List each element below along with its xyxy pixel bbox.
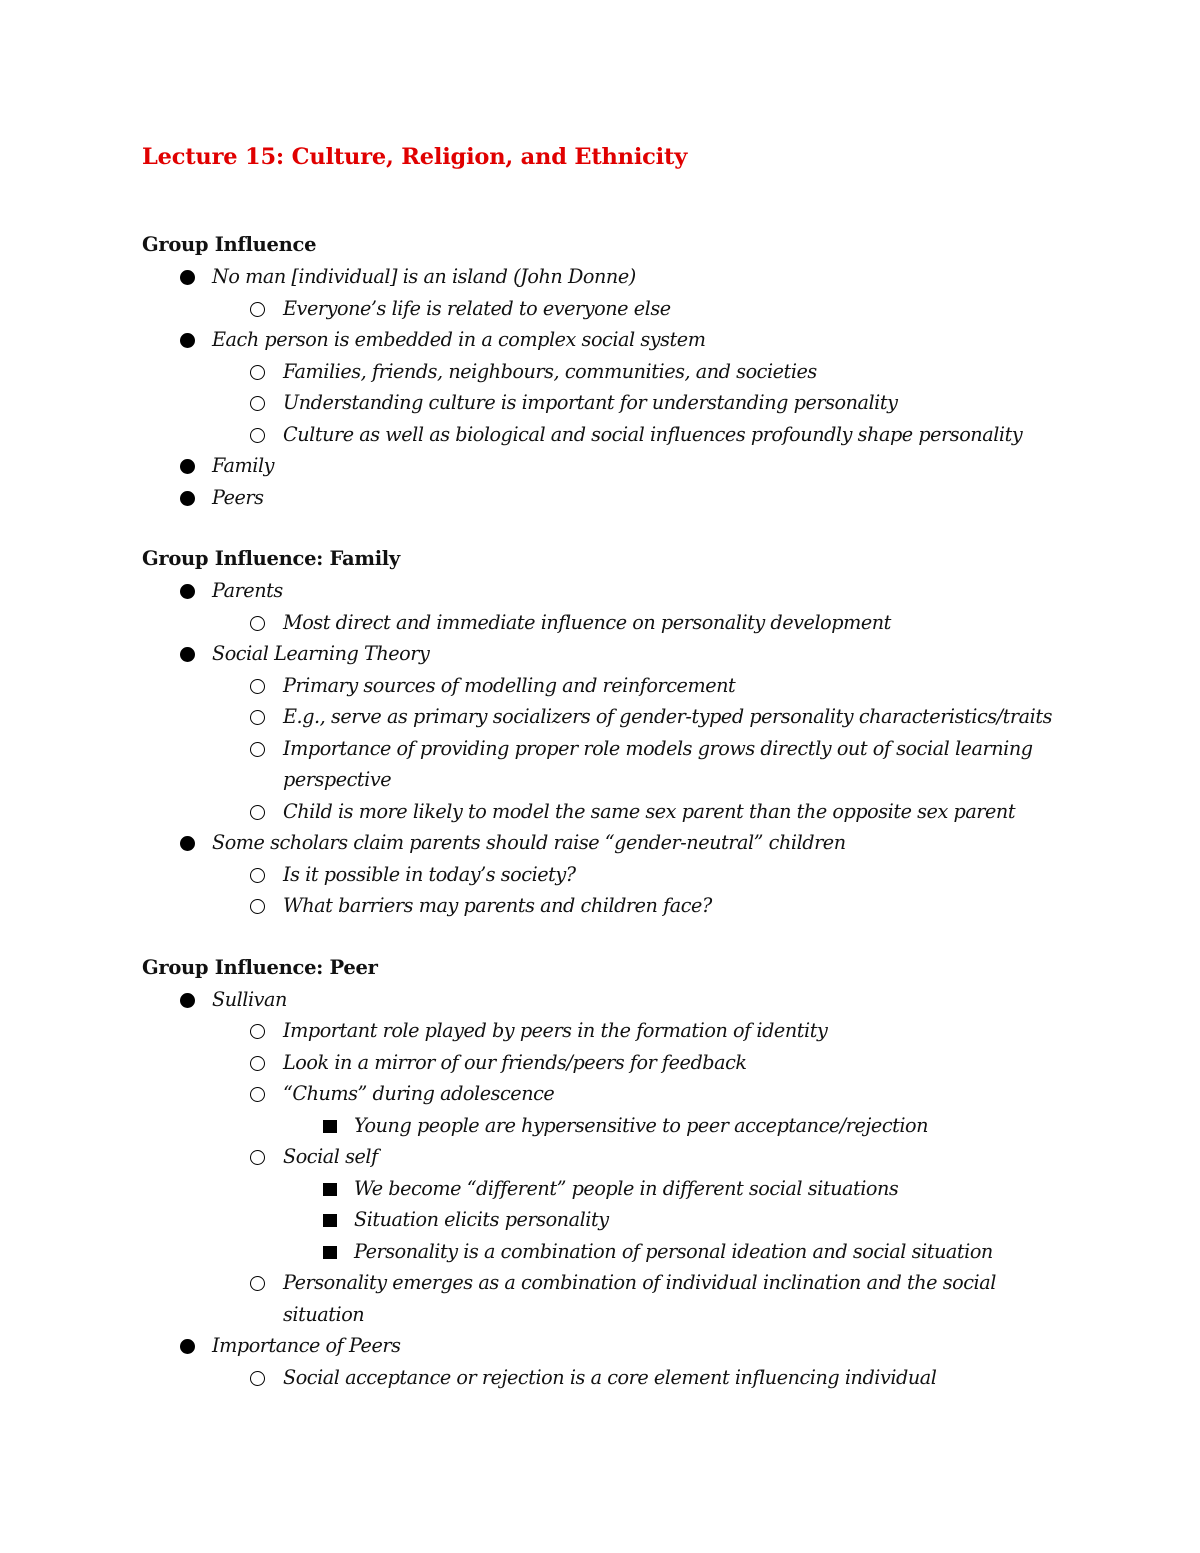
hollow-circle-bullet-icon	[250, 616, 265, 631]
section-heading: Group Influence: Family	[142, 547, 400, 570]
section-heading: Group Influence: Peer	[142, 955, 378, 979]
list-item-text: What barriers may parents and children face?	[283, 894, 712, 917]
list-item-text: “Chums” during adolescence	[283, 1082, 555, 1105]
list-item	[142, 984, 1072, 1016]
list-item	[142, 419, 1072, 451]
list-item	[142, 607, 1072, 639]
hollow-circle-bullet-icon	[250, 710, 265, 725]
list-item-text: Personality is a combination of personal ideation and social situation	[354, 1239, 993, 1263]
hollow-circle-bullet-icon	[250, 302, 265, 317]
document-page	[142, 140, 1072, 1423]
list-item-text: Primary sources of modelling and reinforcement	[283, 673, 736, 697]
list-item-text: Importance of providing proper role models grows directly out of social learning perspective	[283, 736, 1033, 791]
list-item	[142, 1047, 1072, 1079]
hollow-circle-bullet-icon	[250, 365, 265, 380]
hollow-circle-bullet-icon	[250, 868, 265, 883]
list-item-text: Situation elicits personality	[354, 1208, 609, 1231]
list-item-text: Families, friends, neighbours, communities, and societies	[283, 359, 817, 383]
hollow-circle-bullet-icon	[250, 742, 265, 757]
list-item	[142, 1236, 1072, 1268]
list-item-text: Child is more likely to model the same sex parent than the opposite sex parent	[283, 799, 1016, 823]
filled-circle-bullet-icon	[180, 836, 195, 851]
list-item-text: Personality emerges as a combination of individual inclination and the social situation	[283, 1271, 996, 1326]
list-item-text: Some scholars claim parents should raise “gender-neutral” children	[212, 831, 846, 854]
bullet-list	[142, 261, 1072, 513]
list-item	[142, 450, 1072, 482]
list-item-text: Social Learning Theory	[212, 642, 430, 665]
list-item	[142, 1330, 1072, 1362]
list-item-text: E.g., serve as primary socializers of gender-typed personality characteristics/traits	[283, 705, 1052, 728]
hollow-circle-bullet-icon	[250, 396, 265, 411]
list-item	[142, 638, 1072, 670]
list-item-text: Most direct and immediate influence on personality development	[283, 610, 891, 634]
filled-circle-bullet-icon	[180, 1339, 195, 1354]
hollow-circle-bullet-icon	[250, 1150, 265, 1165]
list-item-text: No man [individual] is an island (John Donne)	[212, 265, 636, 288]
hollow-circle-bullet-icon	[250, 428, 265, 443]
list-item	[142, 1204, 1072, 1236]
list-item-text: Sullivan	[212, 987, 287, 1011]
list-item-text: Parents	[212, 579, 283, 602]
lecture-title: Lecture 15: Culture, Religion, and Ethnicity	[142, 144, 688, 170]
list-item	[142, 1362, 1072, 1394]
hollow-circle-bullet-icon	[250, 1087, 265, 1102]
list-item	[142, 733, 1072, 796]
list-item	[142, 1078, 1072, 1110]
list-item-text: Social acceptance or rejection is a core element influencing individual	[283, 1365, 937, 1389]
square-bullet-icon	[323, 1120, 337, 1133]
list-item-text: Young people are hypersensitive to peer acceptance/rejection	[354, 1113, 929, 1137]
bullet-list	[142, 984, 1072, 1394]
list-item-text: Everyone’s life is related to everyone else	[283, 296, 671, 320]
list-item	[142, 796, 1072, 828]
hollow-circle-bullet-icon	[250, 1024, 265, 1039]
list-item	[142, 701, 1072, 733]
list-item-text: Look in a mirror of our friends/peers for feedback	[283, 1050, 747, 1074]
list-item-text: Is it possible in today’s society?	[283, 862, 576, 886]
list-item-text: We become “different” people in different social situations	[354, 1176, 899, 1200]
filled-circle-bullet-icon	[180, 333, 195, 348]
list-item-text: Understanding culture is important for understanding personality	[283, 391, 898, 414]
filled-circle-bullet-icon	[180, 584, 195, 599]
list-item-text: Each person is embedded in a complex social system	[212, 328, 706, 351]
list-item	[142, 324, 1072, 356]
filled-circle-bullet-icon	[180, 459, 195, 474]
list-item	[142, 670, 1072, 702]
filled-circle-bullet-icon	[180, 270, 195, 285]
section	[142, 543, 1072, 922]
list-item	[142, 482, 1072, 514]
filled-circle-bullet-icon	[180, 491, 195, 506]
square-bullet-icon	[323, 1246, 337, 1259]
list-item	[142, 1267, 1072, 1330]
list-item	[142, 890, 1072, 922]
list-item	[142, 859, 1072, 891]
hollow-circle-bullet-icon	[250, 679, 265, 694]
hollow-circle-bullet-icon	[250, 1056, 265, 1071]
hollow-circle-bullet-icon	[250, 1371, 265, 1386]
filled-circle-bullet-icon	[180, 647, 195, 662]
list-item	[142, 827, 1072, 859]
hollow-circle-bullet-icon	[250, 1276, 265, 1291]
hollow-circle-bullet-icon	[250, 805, 265, 820]
list-item-text: Family	[212, 454, 275, 477]
bullet-list	[142, 575, 1072, 922]
sections-container	[142, 229, 1072, 1393]
list-item-text: Importance of Peers	[212, 1334, 401, 1357]
list-item	[142, 1173, 1072, 1205]
list-item-text: Important role played by peers in the formation of identity	[283, 1019, 828, 1042]
list-item-text: Social self	[283, 1145, 378, 1168]
list-item	[142, 387, 1072, 419]
filled-circle-bullet-icon	[180, 993, 195, 1008]
list-item	[142, 261, 1072, 293]
list-item	[142, 1015, 1072, 1047]
square-bullet-icon	[323, 1183, 337, 1196]
hollow-circle-bullet-icon	[250, 899, 265, 914]
section-heading: Group Influence	[142, 233, 317, 256]
square-bullet-icon	[323, 1214, 337, 1227]
list-item-text: Peers	[212, 485, 264, 509]
list-item	[142, 575, 1072, 607]
list-item	[142, 356, 1072, 388]
section	[142, 952, 1072, 1394]
list-item-text: Culture as well as biological and social influences profoundly shape personality	[283, 422, 1023, 446]
list-item	[142, 1110, 1072, 1142]
list-item	[142, 293, 1072, 325]
section	[142, 229, 1072, 513]
list-item	[142, 1141, 1072, 1173]
